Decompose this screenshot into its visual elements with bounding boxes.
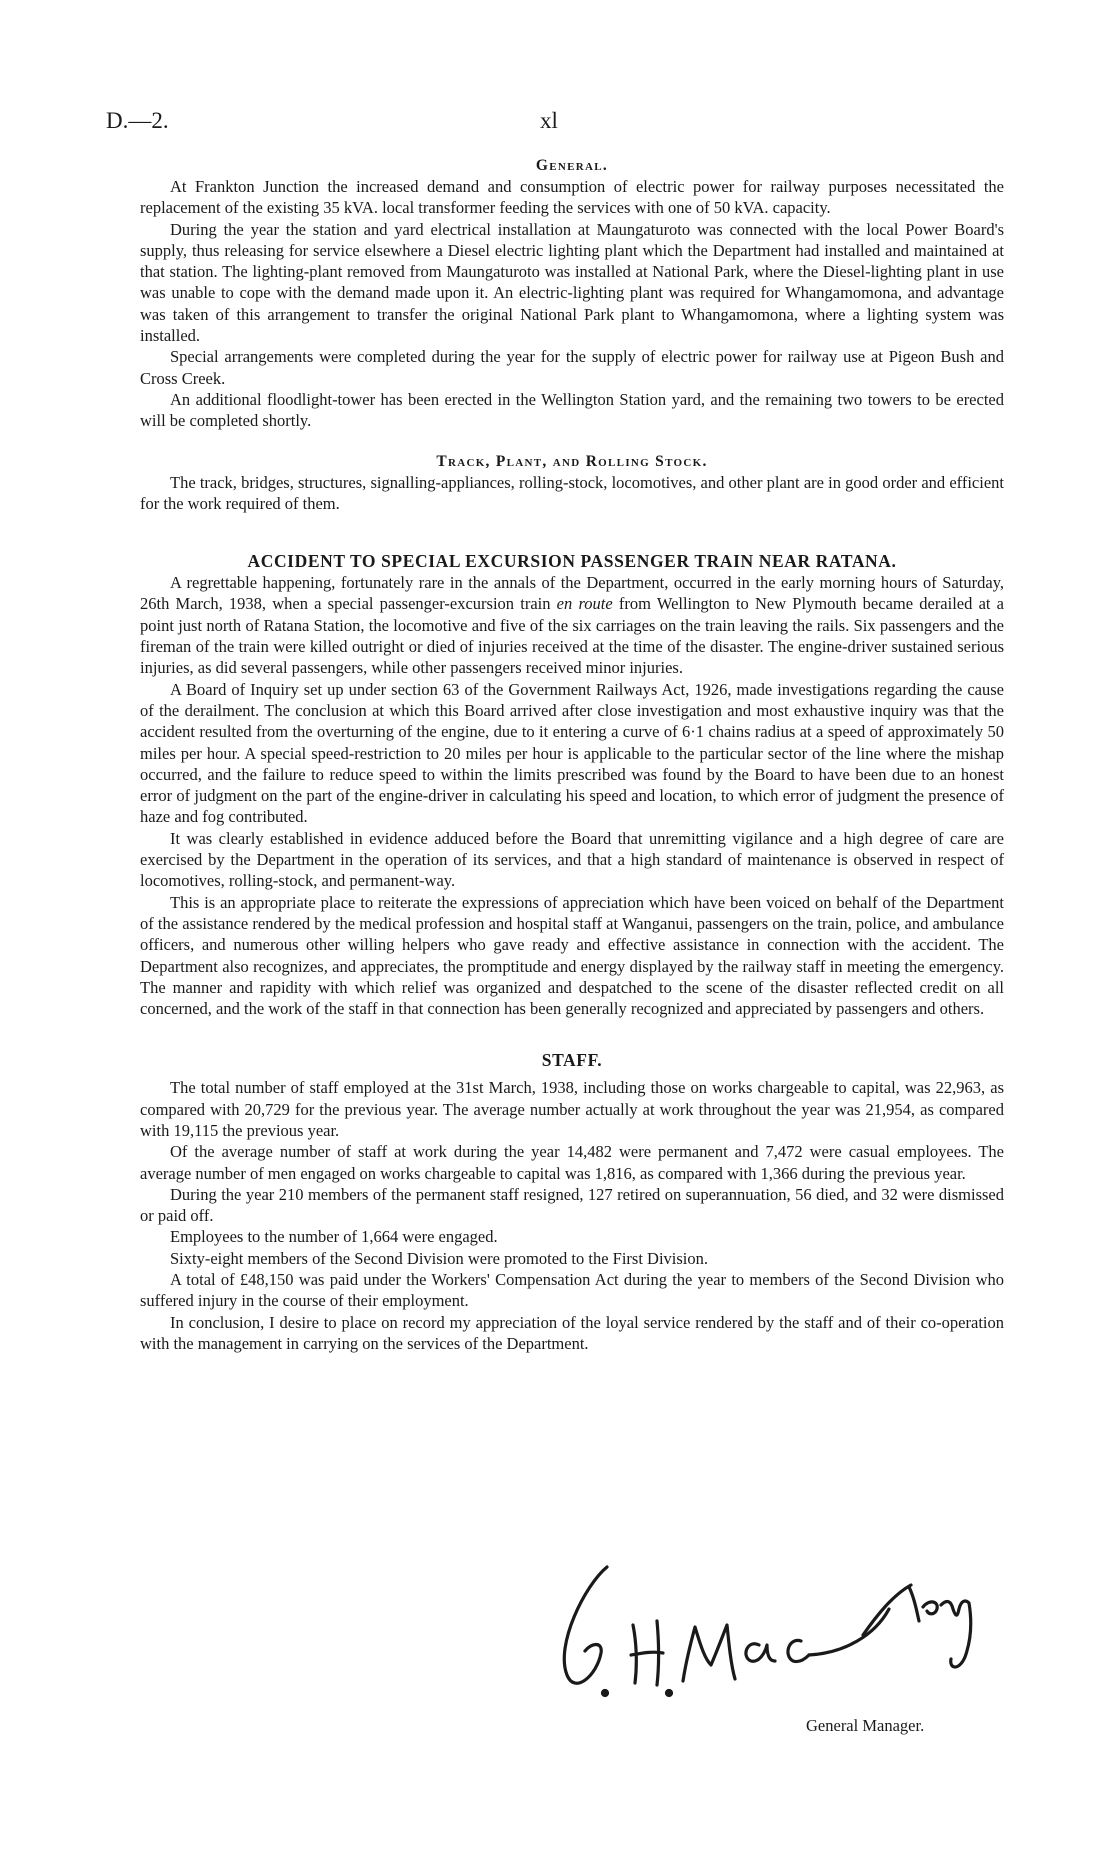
section-heading-track: Track, Plant, and Rolling Stock. [436,452,708,470]
paragraph: A total of £48,150 was paid under the Workers' Compensation Act during the year to members of the Second Division who suffered injury in the course of their employment. [140,1270,1004,1311]
document-reference: D.—2. [106,108,169,133]
document-body [140,156,1004,1354]
page-header [106,108,1006,138]
paragraph: Employees to the number of 1,664 were engaged. [170,1227,498,1247]
paragraph: This is an appropriate place to reiterate the expressions of appreciation which have been voiced on behalf of the Department of the assistance rendered by the medical profession and hospital staff at Wanganui, passengers on the train, police, and ambulance officers, and numerous other willing helpers who gave ready and effective assistance in connection with the accident. The Department also recognizes, and appreciates, the promptitude and energy displayed by the railway staff in meeting the emergency. The manner and rapidity with which relief was organized and despatched to the scene of the disaster reflected credit on all concerned, and the work of the staff in that connection has been generally recognized and appreciated by passengers and others. [140,892,1004,1019]
paragraph: Of the average number of staff at work during the year 14,482 were permanent and 7,472 were casual employees. The average number of men engaged on works chargeable to capital was 1,816, as compared with 1,366 during the previous year. [140,1142,1004,1183]
signatory-title: General Manager. [806,1716,925,1735]
section-heading-staff: STAFF. [541,1050,603,1071]
paragraph: A Board of Inquiry set up under section 63 of the Government Railways Act, 1926, made investigations regarding the cause of the derailment. The conclusion at which this Board arrived after close investigation and most exhaustive inquiry was that the accident resulted from the overturning of the engine, due to it entering a curve of 6·1 chains radius at a speed of approximately 50 miles per hour. A special speed-restriction to 20 miles per hour is applicable to the particular sector of the line where the mishap occurred, and the failure to reduce speed to within the limits prescribed was found by the Board to have been due to an honest error of judgment on the part of the engine-driver in calculating his speed and location, to which error of judgment the presence of haze and fog contributed. [140,679,1004,827]
paragraph: Special arrangements were completed during the year for the supply of electric power for railway use at Pigeon Bush and Cross Creek. [140,347,1004,388]
paragraph: During the year the station and yard electrical installation at Maungaturoto was connected with the local Power Board's supply, thus releasing for service elsewhere a Diesel electric lighting plant which the Department had installed and maintained at that station. The lighting-plant removed from Maungaturoto was installed at National Park, where the Diesel-lighting plant in use was unable to cope with the demand made upon it. An electric-lighting plant was required for Whangamomona, and advantage was taken of this arrangement to transfer the original National Park plant to Whangamomona, where a lighting system was installed. [140,219,1004,346]
paragraph: The total number of staff employed at the 31st March, 1938, including those on works chargeable to capital, was 22,963, as compared with 20,729 for the previous year. The average number actually at work throughout the year was 21,954, as compared with 19,115 the previous year. [140,1078,1004,1140]
paragraph: It was clearly established in evidence adduced before the Board that unremitting vigilance and a high degree of care are exercised by the Department in the operation of its services, and that a high standard of maintenance is observed in respect of locomotives, rolling-stock, and permanent-way. [140,828,1004,891]
section-heading-general: General. [535,157,609,174]
italic-phrase: en route [556,594,613,614]
paragraph: An additional floodlight-tower has been erected in the Wellington Station yard, and the remaining two towers to be erected will be completed shortly. [140,389,1004,431]
section-track [140,472,1004,515]
paragraph: In conclusion, I desire to place on record my appreciation of the loyal service rendered by the staff and of their co-operation with the management in carrying on the services of the Department. [140,1312,1004,1353]
section-heading-accident: ACCIDENT TO SPECIAL EXCURSION PASSENGER TRAIN NEAR RATANA. [247,551,897,572]
section-accident [140,572,1004,1019]
paragraph: At Frankton Junction the increased demand and consumption of electric power for railway purposes necessitated the replacement of the existing 35 kVA. local transformer feeding the services with one of 50 kVA. capacity. [140,177,1004,218]
section-staff [140,1077,1004,1354]
page-number: xl [540,108,558,133]
paragraph: A regrettable happening, fortunately rare in the annals of the Department, occurred in the early morning hours of Saturday, 26th March, 1938, when a special passenger-excursion train en route from Wellington to New Plymouth became derailed at a point just north of Ratana Station, the locomotive and five of the six carriages on the train leaving the rails. Six passengers and the fireman of the train were killed outright or died of injuries received at the time of the disaster. The engine-driver sustained serious injuries, as did several passengers, while other passengers received minor injuries. [140,573,1004,678]
paragraph: The track, bridges, structures, signalling-appliances, rolling-stock, locomotives, and other plant are in good order and efficient for the work required of them. [140,472,1004,513]
section-general [140,176,1004,432]
paragraph: Sixty-eight members of the Second Division were promoted to the First Division. [170,1248,709,1268]
paragraph: During the year 210 members of the permanent staff resigned, 127 retired on superannuation, 56 died, and 32 were dismissed or paid off. [140,1184,1004,1226]
handwritten-signature [545,1555,1005,1705]
